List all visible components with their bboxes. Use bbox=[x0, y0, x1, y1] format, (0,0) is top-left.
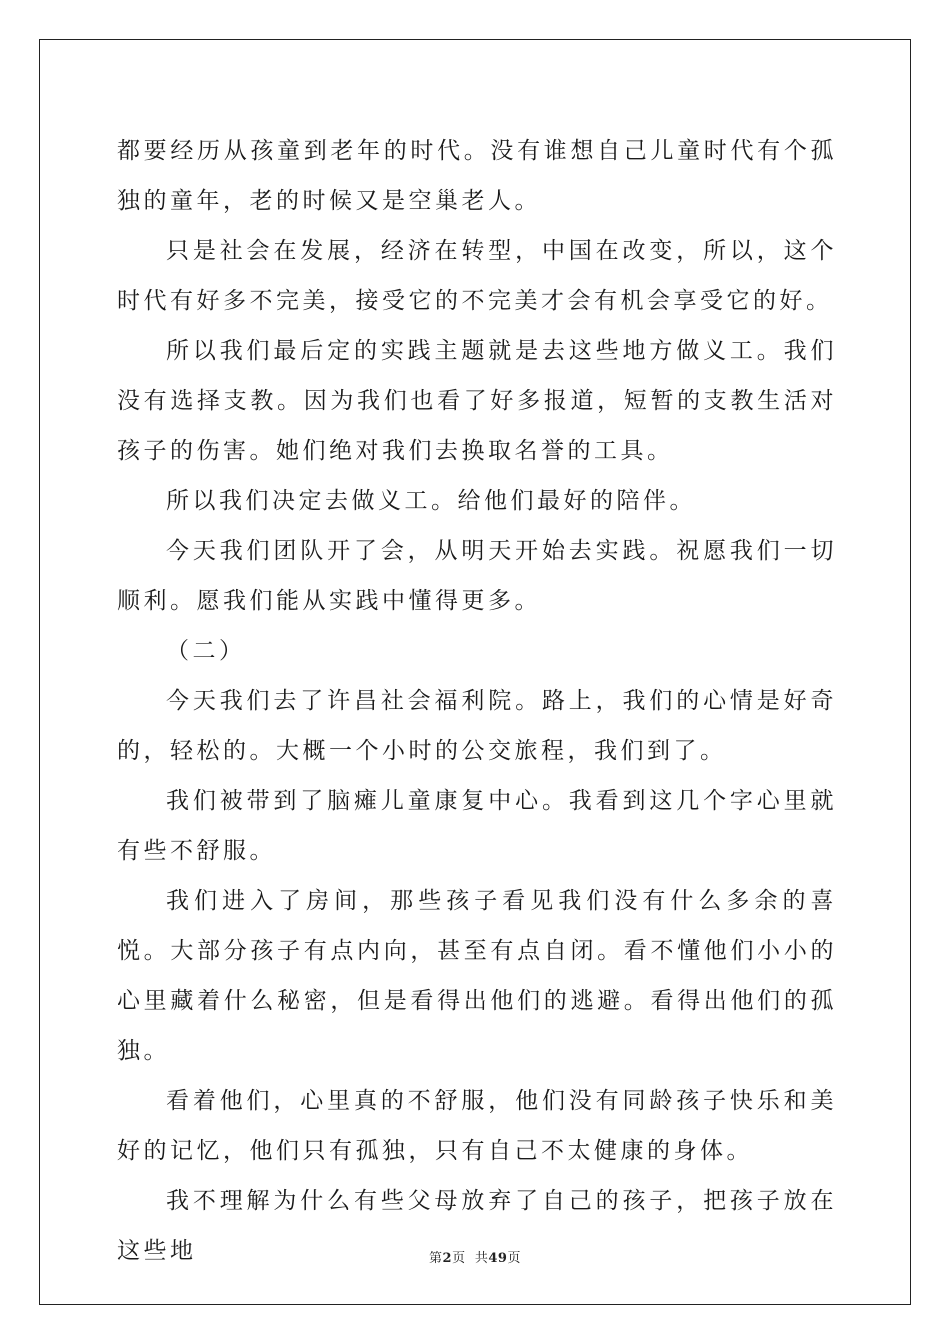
total-pages-number: 49 bbox=[488, 1251, 508, 1266]
document-body bbox=[117, 126, 837, 1276]
paragraph: 今天我们去了许昌社会福利院。路上，我们的心情是好奇的，轻松的。大概一个小时的公交旅程，我们到了。 bbox=[117, 688, 837, 764]
paragraph: 看着他们，心里真的不舒服，他们没有同龄孩子快乐和美好的记忆，他们只有孤独，只有自己不太健康的身体。 bbox=[117, 1088, 837, 1164]
paragraph: 我们进入了房间，那些孩子看见我们没有什么多余的喜悦。大部分孩子有点内向，甚至有点自闭。看不懂他们小小的心里藏着什么秘密，但是看得出他们的逃避。看得出他们的孤独。 bbox=[117, 888, 837, 1064]
paragraph: 所以我们决定去做义工。给他们最好的陪伴。 bbox=[166, 488, 696, 514]
footer-suffix: 页 bbox=[507, 1251, 521, 1266]
paragraph: 所以我们最后定的实践主题就是去这些地方做义工。我们没有选择支教。因为我们也看了好多报道，短暂的支教生活对孩子的伤害。她们绝对我们去换取名誉的工具。 bbox=[117, 338, 837, 464]
paragraph: 只是社会在发展，经济在转型，中国在改变，所以，这个时代有好多不完美，接受它的不完美才会有机会享受它的好。 bbox=[117, 238, 837, 314]
current-page-number: 2 bbox=[442, 1251, 453, 1266]
section-heading: （二） bbox=[166, 638, 246, 664]
paragraph: 我们被带到了脑瘫儿童康复中心。我看到这几个字心里就有些不舒服。 bbox=[117, 788, 837, 864]
footer-prefix: 第 bbox=[429, 1251, 443, 1266]
paragraph: 今天我们团队开了会，从明天开始去实践。祝愿我们一切顺利。愿我们能从实践中懂得更多。 bbox=[117, 538, 837, 614]
footer-mid: 页 共 bbox=[452, 1251, 489, 1266]
paragraph: 都要经历从孩童到老年的时代。没有谁想自己儿童时代有个孤独的童年，老的时候又是空巢老人。 bbox=[117, 138, 837, 214]
page-footer bbox=[0, 1247, 950, 1266]
paragraph: 我不理解为什么有些父母放弃了自己的孩子，把孩子放在这些地 bbox=[117, 1188, 837, 1264]
